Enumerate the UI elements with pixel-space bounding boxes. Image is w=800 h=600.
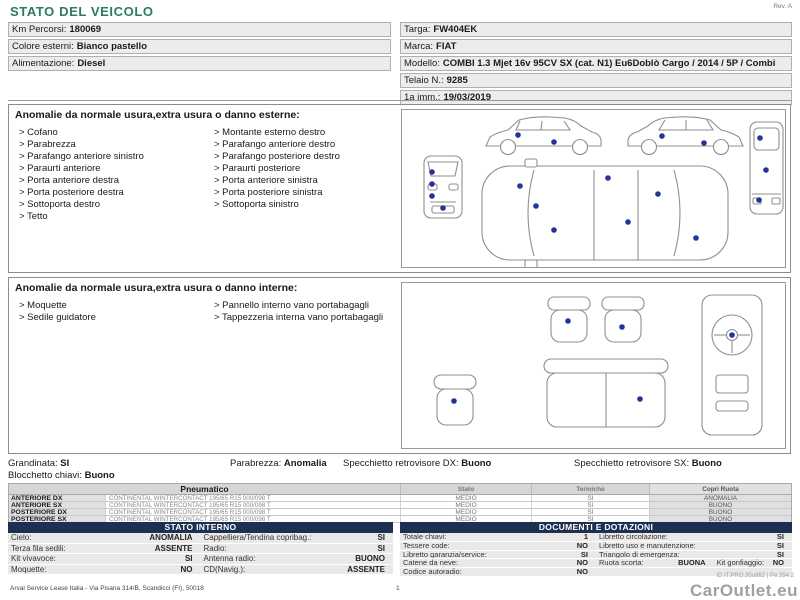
damage-item: > Sedile guidatore: [19, 312, 96, 323]
row-value: SI: [580, 550, 588, 559]
row-label: CD(Navig.):: [203, 564, 246, 574]
exterior-car-diagram: [401, 109, 786, 268]
damage-item: > Tappezzeria interna vano portabagagli: [214, 312, 384, 323]
exterior-section-title: Anomalie da normale usura,extra usura o danno esterne:: [15, 109, 300, 121]
info-label: 1a imm.:: [404, 92, 441, 103]
tyre-description: CONTINENTAL WINTERCONTACT 195/65 R15 000/098 T: [106, 502, 401, 508]
summary-parabrezza: Parabrezza: Anomalia: [230, 458, 327, 469]
tyre-copri-ruota: BUONO: [650, 502, 791, 508]
row-label: Libretto circolazione:: [599, 533, 668, 541]
damage-item: > Cofano: [19, 127, 58, 138]
row-value: NO: [576, 568, 588, 576]
info-value: COMBI 1.3 Mjet 16v 95CV SX (cat. N1) Eu6Doblò Cargo / 2014 / 5P / Combi: [442, 58, 776, 69]
tyre-description: CONTINENTAL WINTERCONTACT 195/65 R15 000/098 T: [106, 516, 401, 522]
row-value: BUONO: [355, 554, 385, 563]
info-value: FIAT: [436, 41, 457, 52]
damage-item: > Porta posteriore sinistra: [214, 187, 323, 198]
header-divider: [8, 100, 791, 101]
damage-item: > Porta posteriore destra: [19, 187, 124, 198]
info-value: FW404EK: [433, 24, 478, 35]
tyre-description: CONTINENTAL WINTERCONTACT 195/65 R15 000/098 T: [106, 495, 401, 501]
tyre-termiche: SI: [532, 502, 650, 508]
vehicle-info-left: [8, 22, 391, 73]
row-value: SI: [377, 543, 385, 553]
info-row-km: [8, 22, 391, 37]
tyre-copri-ruota: ANOMALIA: [650, 495, 791, 501]
row-value: ASSENTE: [347, 564, 385, 574]
info-row-modello: [400, 56, 792, 71]
row-label: Kit gonfiaggio:: [716, 559, 765, 568]
interior-diagram-svg: [402, 283, 785, 448]
damage-item: > Parafango anteriore sinistro: [19, 151, 144, 162]
info-value: 19/03/2019: [443, 92, 491, 103]
interior-car-diagram: [401, 282, 786, 449]
info-value: 9285: [446, 75, 468, 86]
damage-item: > Parafango anteriore destro: [214, 139, 336, 150]
exterior-damage-list-left: [19, 127, 209, 223]
row-label: Cappelliera/Tendina copribag.:: [203, 533, 312, 542]
info-label: Km Percorsi:: [12, 24, 67, 35]
info-label: Targa:: [404, 24, 431, 35]
row-value: SI: [184, 554, 193, 563]
tyre-termiche: SI: [532, 509, 650, 515]
row-label: Cielo:: [11, 533, 32, 542]
tyre-header-pneumatico: Pneumatico: [9, 484, 401, 494]
interior-damage-list-left: [19, 300, 209, 324]
info-label: Colore esterni:: [12, 41, 74, 52]
tyre-header-termiche: Termiche: [532, 484, 650, 494]
table-row: [400, 542, 792, 551]
documenti-dotazioni-table: [400, 522, 792, 577]
tyre-stato: MEDIO: [401, 495, 532, 501]
damage-item: > Paraurti anteriore: [19, 163, 101, 174]
row-value: NO: [180, 564, 193, 574]
damage-item: > Porta anteriore destra: [19, 175, 120, 186]
dashboard-steering-wheel: [702, 295, 762, 435]
info-row-alimentazione: [8, 56, 391, 71]
damage-item: > Moquette: [19, 300, 67, 311]
damage-item: > Paraurti posteriore: [214, 163, 301, 174]
info-label: Marca:: [404, 41, 434, 52]
table-row: [8, 533, 393, 544]
summary-specchietto-dx: Specchietto retrovisore DX: Buono: [343, 458, 492, 469]
row-value: SI: [776, 533, 784, 541]
interior-damage-list-right: [214, 300, 394, 324]
condition-summary: [8, 458, 792, 482]
car-top-view: [482, 159, 728, 267]
tyre-termiche: SI: [532, 516, 650, 522]
row-value: NO: [772, 559, 784, 568]
row-label: Libretto garanzia/service:: [403, 550, 487, 559]
row-label: Codice autoradio:: [403, 568, 462, 576]
row-label: Terza fila sedili:: [11, 543, 66, 553]
info-label: Telaio N.:: [404, 75, 444, 86]
damage-item: > Sottoporta sinistro: [214, 199, 299, 210]
tyre-header-stato: Stato: [401, 484, 532, 494]
tyre-table: [8, 483, 792, 523]
row-label: Antenna radio:: [203, 554, 256, 563]
tyre-position: POSTERIORE DX: [9, 509, 106, 515]
page-title: STATO DEL VEICOLO: [10, 4, 154, 19]
row-value: SI: [776, 550, 784, 559]
info-row-marca: [400, 39, 792, 54]
tyre-stato: MEDIO: [401, 502, 532, 508]
damage-item: > Sottoporta destro: [19, 199, 101, 210]
damage-item: > Pannello interno vano portabagagli: [214, 300, 370, 311]
info-label: Alimentazione:: [12, 58, 75, 69]
front-seats: [548, 297, 644, 342]
tyre-description: CONTINENTAL WINTERCONTACT 195/65 R15 000/098 T: [106, 509, 401, 515]
info-row-immatricolazione: [400, 90, 792, 105]
stato-interno-header: STATO INTERNO: [8, 522, 393, 533]
tyre-position: ANTERIORE DX: [9, 495, 106, 501]
info-row-targa: [400, 22, 792, 37]
row-value: SI: [377, 533, 385, 542]
table-row: [400, 559, 792, 568]
table-row: [8, 554, 393, 565]
tyre-position: ANTERIORE SX: [9, 502, 106, 508]
tyre-termiche: SI: [532, 495, 650, 501]
revision-label: Rev. A: [773, 3, 792, 10]
document-id: ID IT.PRO.35u862 | Pe.354.2: [716, 573, 794, 579]
row-label: Radio:: [203, 543, 227, 553]
tyre-stato: MEDIO: [401, 516, 532, 522]
row-value: ASSENTE: [154, 543, 193, 553]
damage-item: > Montante esterno destro: [214, 127, 326, 138]
tyre-position: POSTERIORE SX: [9, 516, 106, 522]
exterior-diagram-svg: [402, 110, 785, 267]
row-value: NO: [576, 559, 588, 568]
tyre-stato: MEDIO: [401, 509, 532, 515]
row-label: Triangolo di emergenza:: [599, 550, 680, 559]
damage-item: > Porta anteriore sinistra: [214, 175, 318, 186]
damage-item: > Tetto: [19, 211, 48, 222]
info-value: Diesel: [77, 58, 106, 69]
row-value: NO: [576, 541, 588, 550]
damage-item: > Parafango posteriore destro: [214, 151, 340, 162]
footer-company-address: Arval Service Lease Italia - Via Pisana 314/B, Scandicci (FI), 50018: [10, 585, 204, 592]
tyre-table-header: [9, 484, 791, 495]
tyre-copri-ruota: BUONO: [650, 516, 791, 522]
summary-grandinata: Grandinata: SI: [8, 458, 70, 469]
row-label: Totale chiavi:: [403, 533, 447, 541]
row-label: Moquette:: [11, 564, 47, 574]
tyre-header-copri-ruota: Copri Ruota: [650, 484, 791, 494]
table-row: [8, 544, 393, 555]
table-row: [8, 565, 393, 576]
vehicle-info-right: [400, 22, 792, 107]
info-label: Modello:: [404, 58, 440, 69]
table-row: [400, 551, 792, 560]
interior-anomalies-section: [8, 277, 791, 454]
page-number: 1: [396, 585, 400, 592]
row-label: Libretto uso e manutenzione:: [599, 541, 696, 550]
stato-interno-table: [8, 522, 393, 575]
info-value: Bianco pastello: [76, 41, 147, 52]
row-label: Catene da neve:: [403, 559, 459, 568]
row-label: Ruota scorta:: [599, 559, 644, 568]
info-value: 180069: [69, 24, 102, 35]
interior-section-title: Anomalie da normale usura,extra usura o danno interne:: [15, 282, 298, 294]
summary-specchietto-sx: Specchietto retrovisore SX: Buono: [574, 458, 722, 469]
exterior-anomalies-section: [8, 104, 791, 273]
row-value: ANOMALIA: [149, 533, 193, 542]
rear-bench-seat: [544, 359, 668, 427]
tyre-copri-ruota: BUONO: [650, 509, 791, 515]
damage-item: > Parabrezza: [19, 139, 76, 150]
row-value: 1: [583, 533, 588, 541]
row-value: SI: [776, 541, 784, 550]
summary-blocchetto-chiavi: Blocchetto chiavi: Buono: [8, 470, 115, 481]
info-row-colore: [8, 39, 391, 54]
info-row-telaio: [400, 73, 792, 88]
exterior-damage-list-right: [214, 127, 394, 211]
documenti-header: DOCUMENTI E DOTAZIONI: [400, 522, 792, 533]
table-row: [400, 533, 792, 542]
row-label: Kit vivavoce:: [11, 554, 56, 563]
row-label: Tessere code:: [403, 541, 450, 550]
watermark: CarOutlet.eu: [689, 581, 798, 600]
row-value: BUONA: [678, 559, 706, 568]
